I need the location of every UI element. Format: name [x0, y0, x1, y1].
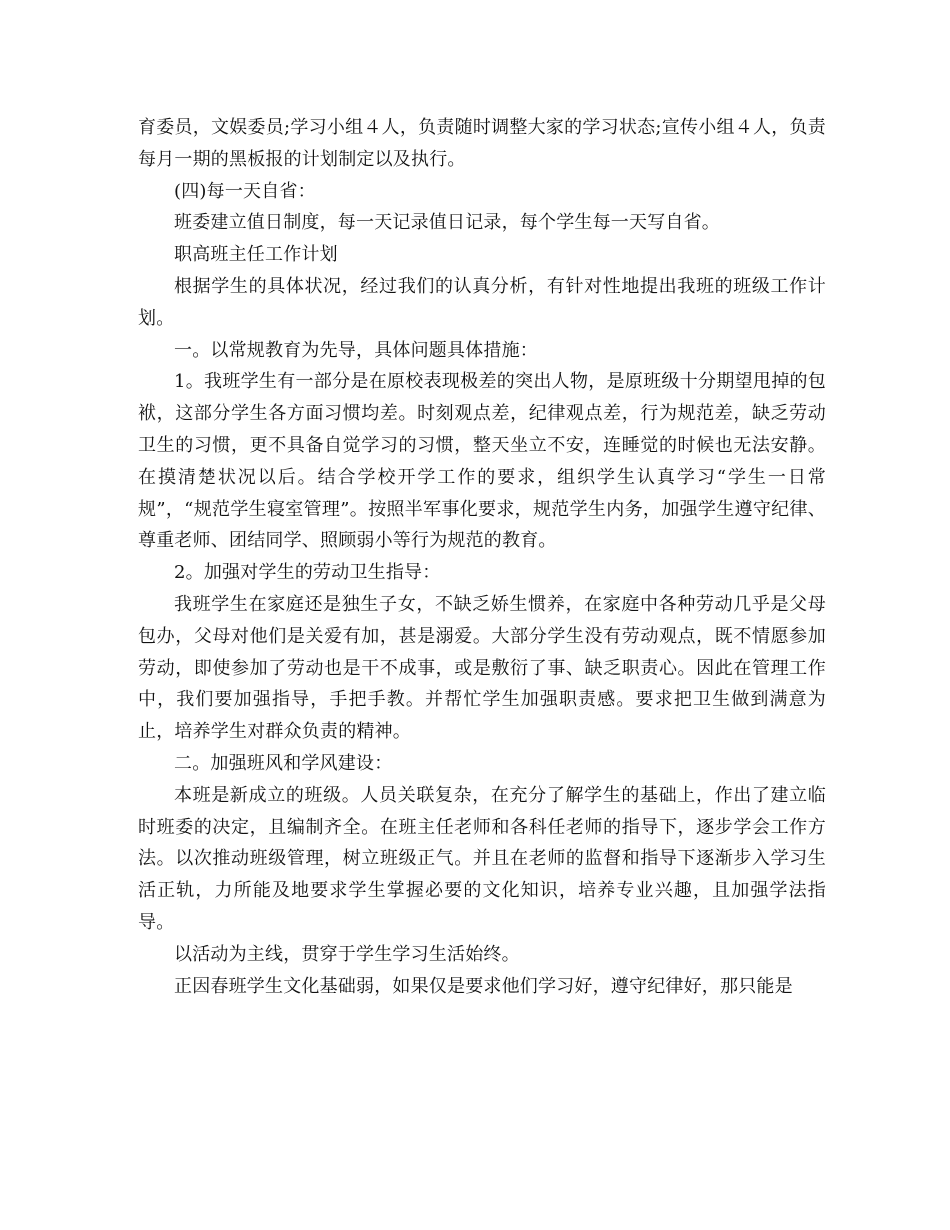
section-title: 职高班主任工作计划: [174, 244, 338, 266]
paragraph-1: 育委员，文娱委员;学习小组４人，负责随时调整大家的学习状态;宣传小组４人，负责每月一期的黑板报的计划制定以及执行。: [138, 117, 826, 170]
document-body: [138, 112, 826, 1002]
paragraph-12: 以活动为主线，贯穿于学生学习生活始终。: [174, 943, 520, 965]
heading-2: 二。加强班风和学风建设：: [174, 752, 393, 774]
paragraph-7: 1。我班学生有一部分是在原校表现极差的突出人物，是原班级十分期望甩掉的包袱，这部分学生各方面习惯均差。时刻观点差，纪律观点差，行为规范差，缺乏劳动卫生的习惯，更不具备自觉学习的习惯，整天坐立不安，连睡觉的时候也无法安静。在摸清楚状况以后。结合学校开学工作的要求，组织学生认真学习“学生一日常规”，“规范学生寝室管理”。按照半军事化要求，规范学生内务，加强学生遵守纪律、尊重老师、团结同学、照顾弱小等行为规范的教育。: [138, 371, 826, 552]
paragraph-9: 我班学生在家庭还是独生子女，不缺乏娇生惯养，在家庭中各种劳动几乎是父母包办，父母对他们是关爱有加，甚是溺爱。大部分学生没有劳动观点，既不情愿参加劳动，即使参加了劳动也是干不成事，或是敷衍了事、缺乏职责心。因此在管理工作中，我们要加强指导，手把手教。并帮忙学生加强职责感。要求把卫生做到满意为止，培养学生对群众负责的精神。: [138, 593, 826, 743]
paragraph-3: 班委建立值日制度，每一天记录值日记录，每个学生每一天写自省。: [174, 212, 720, 234]
paragraph-2: (四)每一天自省：: [174, 180, 316, 202]
heading-1: 一。以常规教育为先导，具体问题具体措施：: [174, 339, 538, 361]
paragraph-5: 根据学生的具体状况，经过我们的认真分析，有针对性地提出我班的班级工作计划。: [138, 275, 826, 329]
subheading-2: 2。加强对学生的劳动卫生指导：: [174, 562, 441, 584]
paragraph-11: 本班是新成立的班级。人员关联复杂，在充分了解学生的基础上，作出了建立临时班委的决定，且编制齐全。在班主任老师和各科任老师的指导下，逐步学会工作方法。以次推动班级管理，树立班级正气。并且在老师的监督和指导下逐渐步入学习生活正轨，力所能及地要求学生掌握必要的文化知识，培养专业兴趣，且加强学法指导。: [138, 784, 826, 933]
paragraph-13: 正因春班学生文化基础弱，如果仅是要求他们学习好，遵守纪律好，那只能是: [174, 975, 793, 997]
